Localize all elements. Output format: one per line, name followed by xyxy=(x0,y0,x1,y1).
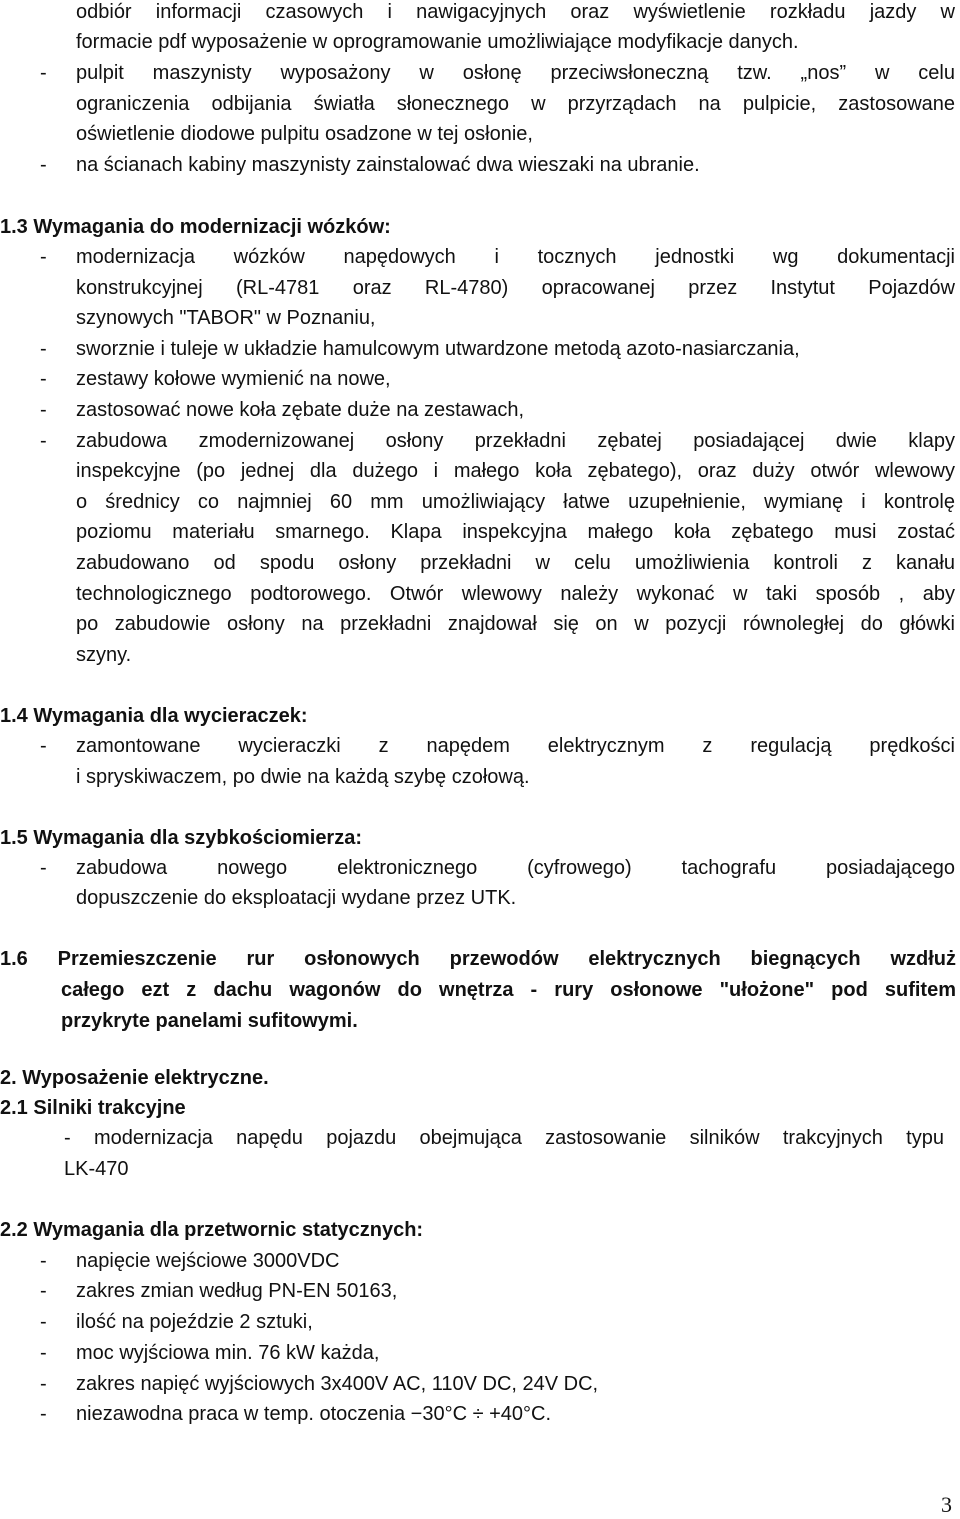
list-item-text: poziomu materiału smarnego. Klapa inspekcyjna małego koła zębatego musi zostać xyxy=(76,521,955,543)
section-heading xyxy=(0,701,960,731)
list-item-continuation xyxy=(0,1154,960,1184)
list-item xyxy=(0,1123,960,1153)
list-item-text: i spryskiwaczem, po dwie na każdą szybę czołową. xyxy=(76,766,530,788)
list-item-text: niezawodna praca w temp. otoczenia −30°C ÷ +40°C. xyxy=(76,1403,552,1425)
list-item-text: zakres napięć wyjściowych 3x400V AC, 110V DC, 24V DC, xyxy=(76,1373,599,1395)
list-item-continuation xyxy=(0,579,960,609)
list-item-text: na ścianach kabiny maszynisty zainstalować dwa wieszaki na ubranie. xyxy=(76,154,700,176)
bullet-dash: - xyxy=(40,735,47,757)
list-item xyxy=(0,334,960,364)
list-item-continuation xyxy=(0,640,960,670)
paragraph-line xyxy=(0,0,960,27)
list-item xyxy=(0,242,960,272)
list-item xyxy=(0,853,960,883)
list-item-text: ograniczenia odbijania światła słonecznego w przyrządach na pulpicie, zastosowane xyxy=(76,93,955,115)
list-item-text: LK-470 xyxy=(64,1158,129,1180)
section-2-2-heading: 2.2 Wymagania dla przetwornic statycznych: xyxy=(0,1219,424,1241)
bullet-dash: - xyxy=(40,857,47,879)
section-heading-continuation xyxy=(0,975,960,1005)
list-item-continuation xyxy=(0,119,960,149)
list-item-text: pulpit maszynisty wyposażony w osłonę przeciwsłoneczną tzw. „nos” w celu xyxy=(76,62,955,84)
section-heading xyxy=(0,212,960,242)
list-item-text: konstrukcyjnej (RL-4781 oraz RL-4780) opracowanej przez Instytut Pojazdów xyxy=(76,277,955,299)
bullet-dash: - xyxy=(40,1403,47,1425)
section-1-6-heading: 1.6 Przemieszczenie rur osłonowych przewodów elektrycznych biegnących wzdłuż xyxy=(0,948,956,970)
list-item xyxy=(0,364,960,394)
list-item-continuation xyxy=(0,89,960,119)
section-2-1-heading: 2.1 Silniki trakcyjne xyxy=(0,1097,186,1119)
list-item-text: dopuszczenie do eksploatacji wydane przez UTK. xyxy=(76,887,517,909)
section-heading xyxy=(0,1215,960,1245)
list-item-text: modernizacja wózków napędowych i tocznych jednostki wg dokumentacji xyxy=(76,246,955,268)
bullet-dash: - xyxy=(40,1373,47,1395)
list-item xyxy=(0,395,960,425)
section-1-6-heading-cont: całego ezt z dachu wagonów do wnętrza - rury osłonowe "ułożone" pod sufitem xyxy=(61,979,956,1001)
list-item-text: zamontowane wycieraczki z napędem elektrycznym z regulacją prędkości xyxy=(76,735,955,757)
list-item xyxy=(0,1399,960,1429)
list-item-text: zakres zmian według PN-EN 50163, xyxy=(76,1280,398,1302)
list-item-continuation xyxy=(0,273,960,303)
section-heading xyxy=(0,1093,960,1123)
bullet-dash: - xyxy=(40,246,47,268)
list-item xyxy=(0,426,960,456)
page-number: 3 xyxy=(941,1492,952,1517)
list-item-text: o średnicy co najmniej 60 mm umożliwiający łatwe uzupełnienie, wymianę i kontrolę xyxy=(76,491,955,513)
list-item-continuation xyxy=(0,517,960,547)
section-heading xyxy=(0,1063,960,1093)
list-item-text: zabudowa zmodernizowanej osłony przekładni zębatej posiadającej dwie klapy xyxy=(76,430,955,452)
section-1-6-heading-cont: przykryte panelami sufitowymi. xyxy=(61,1010,358,1032)
bullet-dash: - xyxy=(40,154,47,176)
list-item-text: po zabudowie osłony na przekładni znajdował się on w pozycji równoległej do główki xyxy=(76,613,955,635)
paragraph-line xyxy=(0,27,960,57)
section-heading-continuation xyxy=(0,1006,960,1036)
list-item-text: oświetlenie diodowe pulpitu osadzone w tej osłonie, xyxy=(76,123,533,145)
bullet-dash: - xyxy=(40,368,47,390)
list-item xyxy=(0,1246,960,1276)
list-item-text: - modernizacja napędu pojazdu obejmująca zastosowanie silników trakcyjnych typu xyxy=(64,1127,944,1149)
list-item-text: zastosować nowe koła zębate duże na zestawach, xyxy=(76,399,525,421)
section-heading xyxy=(0,944,960,974)
bullet-dash: - xyxy=(40,1250,47,1272)
bullet-dash: - xyxy=(40,338,47,360)
list-item xyxy=(0,1307,960,1337)
list-item-continuation xyxy=(0,487,960,517)
list-item xyxy=(0,731,960,761)
section-heading xyxy=(0,823,960,853)
paragraph-text: formacie pdf wyposażenie w oprogramowanie umożliwiające modyfikacje danych. xyxy=(76,31,799,53)
list-item-continuation xyxy=(0,883,960,913)
list-item-continuation xyxy=(0,609,960,639)
list-item-continuation xyxy=(0,456,960,486)
list-item-continuation xyxy=(0,548,960,578)
bullet-dash: - xyxy=(40,1342,47,1364)
list-item-text: zestawy kołowe wymienić na nowe, xyxy=(76,368,391,390)
bullet-dash: - xyxy=(40,62,47,84)
list-item xyxy=(0,1338,960,1368)
list-item-text: inspekcyjne (po jednej dla dużego i małego koła zębatego), oraz duży otwór wlewowy xyxy=(76,460,955,482)
list-item-text: szyny. xyxy=(76,644,132,666)
list-item-text: szynowych "TABOR" w Poznaniu, xyxy=(76,307,376,329)
list-item-text: moc wyjściowa min. 76 kW każda, xyxy=(76,1342,380,1364)
list-item-continuation xyxy=(0,762,960,792)
list-item xyxy=(0,150,960,180)
bullet-dash: - xyxy=(40,1280,47,1302)
section-1-5-heading: 1.5 Wymagania dla szybkościomierza: xyxy=(0,827,363,849)
list-item-continuation xyxy=(0,303,960,333)
paragraph-text: odbiór informacji czasowych i nawigacyjnych oraz wyświetlenie rozkładu jazdy w xyxy=(76,1,955,23)
list-item-text: napięcie wejściowe 3000VDC xyxy=(76,1250,340,1272)
list-item xyxy=(0,1369,960,1399)
list-item-text: zabudowa nowego elektronicznego (cyfrowego) tachografu posiadającego xyxy=(76,857,955,879)
list-item-text: sworznie i tuleje w układzie hamulcowym utwardzone metodą azoto-nasiarczania, xyxy=(76,338,800,360)
bullet-dash: - xyxy=(40,399,47,421)
list-item-text: technologicznego podtorowego. Otwór wlewowy należy wykonać w taki sposób , aby xyxy=(76,583,955,605)
section-1-4-heading: 1.4 Wymagania dla wycieraczek: xyxy=(0,705,308,727)
list-item xyxy=(0,1276,960,1306)
bullet-dash: - xyxy=(40,430,47,452)
section-2-heading: 2. Wyposażenie elektryczne. xyxy=(0,1067,269,1089)
bullet-dash: - xyxy=(40,1311,47,1333)
list-item xyxy=(0,58,960,88)
list-item-text: zabudowano od spodu osłony przekładni w celu umożliwienia kontroli z kanału xyxy=(76,552,955,574)
list-item-text: ilość na pojeździe 2 sztuki, xyxy=(76,1311,313,1333)
section-1-3-heading: 1.3 Wymagania do modernizacji wózków: xyxy=(0,216,391,238)
